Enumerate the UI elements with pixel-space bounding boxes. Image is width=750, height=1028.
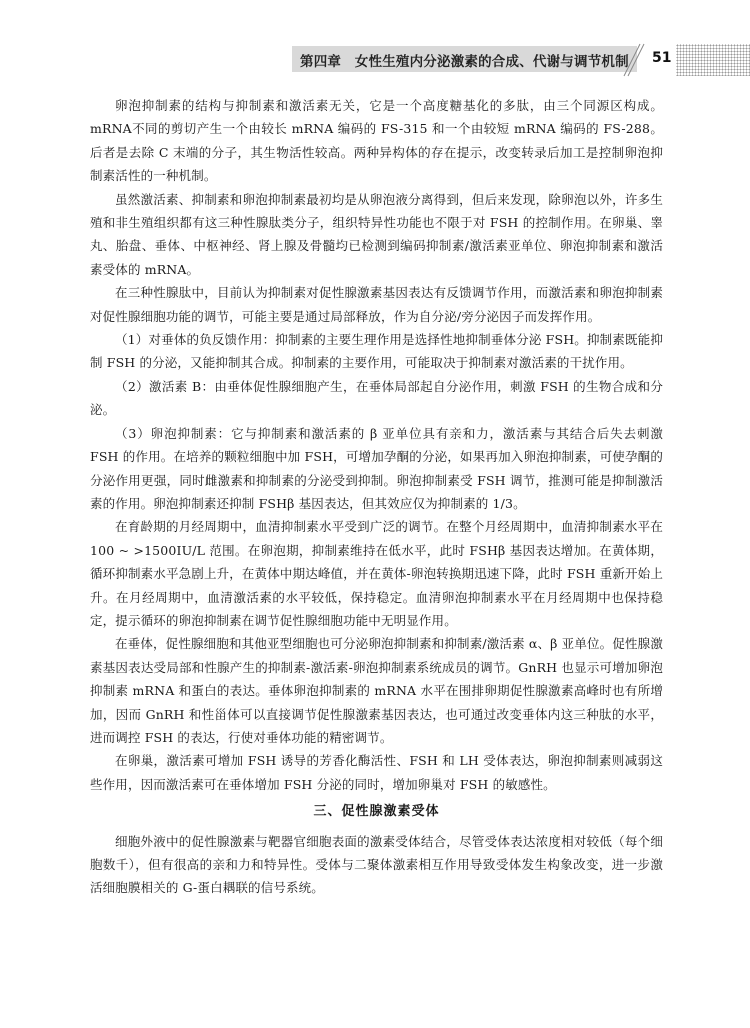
page-number: 51 [652,50,672,66]
paragraph: （3）卵泡抑制素：它与抑制素和激活素的 β 亚单位具有亲和力，激活素与其结合后失去刺激 FSH 的作用。在培养的颗粒细胞中加 FSH，可增加孕酮的分泌，如果再加入卵泡抑制素，可使孕酮的分泌作用更强，同时雌激素和抑制素的分泌受到抑制。卵泡抑制素受 FSH 调节，推测可能是抑制激活素的作用。卵泡抑制素还抑制 FSHβ 基因表达，但其效应仅为抑制素的 1/3。 [90,425,663,511]
chapter-title: 第四章 女性生殖内分泌激素的合成、代谢与调节机制 [300,54,629,70]
paragraph: 在垂体，促性腺细胞和其他亚型细胞也可分泌卵泡抑制素和抑制素/激活素 α、β 亚单位。促性腺激素基因表达受局部和性腺产生的抑制素-激活素-卵泡抑制素系统成员的调节。GnRH 也显示可增加卵泡抑制素 mRNA 和蛋白的表达。垂体卵泡抑制素的 mRNA 水平在围排卵期促性腺激素高峰时也有所增加，因而 GnRH 和性甾体可以直接调节促性腺激素基因表达，也可通过改变垂体内这三种肽的水平，进而调控 FSH 的表达，行使对垂体功能的精密调节。 [90,636,663,745]
paragraph: 在卵巢，激活素可增加 FSH 诱导的芳香化酶活性、FSH 和 LH 受体表达，卵泡抑制素则减弱这些作用，因而激活素可在垂体增加 FSH 分泌的同时，增加卵巢对 FSH 的敏感性。 [90,753,663,792]
section-heading: 三、促性腺激素受体 [313,804,440,820]
paragraph: （2）激活素 B：由垂体促性腺细胞产生，在垂体局部起自分泌作用，刺激 FSH 的生物合成和分泌。 [90,378,663,418]
header-dot-pattern [676,44,750,76]
paragraph: 虽然激活素、抑制素和卵泡抑制素最初均是从卵泡液分离得到，但后来发现，除卵泡以外，许多生殖和非生殖组织都有这三种性腺肽类分子，组织特异性功能也不限于对 FSH 的控制作用。在卵巢、睾丸、胎盘、垂体、中枢神经、肾上腺及骨髓均已检测到编码抑制素/激活素亚单位、卵泡抑制素和激活素受体的 mRNA。 [90,191,663,277]
paragraph: 卵泡抑制素的结构与抑制素和激活素无关，它是一个高度糖基化的多肽，由三个同源区构成。mRNA不同的剪切产生一个由较长 mRNA 编码的 FS-315 和一个由较短 mRNA 编码的 FS-288。后者是去除 C 末端的分子，其生物活性较高。两种异构体的存在提示，改变转录后加工是控制卵泡抑制素活性的一种机制。 [90,98,663,184]
paragraph: 细胞外液中的促性腺激素与靶器官细胞表面的激素受体结合，尽管受体表达浓度相对较低（每个细胞数千），但有很高的亲和力和特异性。受体与二聚体激素相互作用导致受体发生构象改变，进一步激活细胞膜相关的 G-蛋白耦联的信号系统。 [90,833,663,896]
paragraph: （1）对垂体的负反馈作用：抑制素的主要生理作用是选择性地抑制垂体分泌 FSH。抑制素既能抑制 FSH 的分泌，又能抑制其合成。抑制素的主要作用，可能取决于抑制素对激活素的干扰作用。 [90,332,663,371]
paragraph: 在三种性腺肽中，目前认为抑制素对促性腺激素基因表达有反馈调节作用，而激活素和卵泡抑制素对促性腺细胞功能的调节，可能主要是通过局部释放，作为自分泌/旁分泌因子而发挥作用。 [90,285,663,324]
running-header [0,40,750,80]
paragraph: 在育龄期的月经周期中，血清抑制素水平受到广泛的调节。在整个月经周期中，血清抑制素水平在 100 ~ >1500IU/L 范围。在卵泡期，抑制素维持在低水平，此时 FSHβ 基因表达增加。在黄体期，循环抑制素水平急剧上升，在黄体中期达峰值，并在黄体-卵泡转换期迅速下降，此时 FSH 重新开始上升。在月经周期中，血清激活素的水平较低，保持稳定。血清卵泡抑制素水平在月经周期中也保持稳定，提示循环的卵泡抑制素在调节促性腺细胞功能中无明显作用。 [90,519,663,628]
page-body [90,94,663,900]
